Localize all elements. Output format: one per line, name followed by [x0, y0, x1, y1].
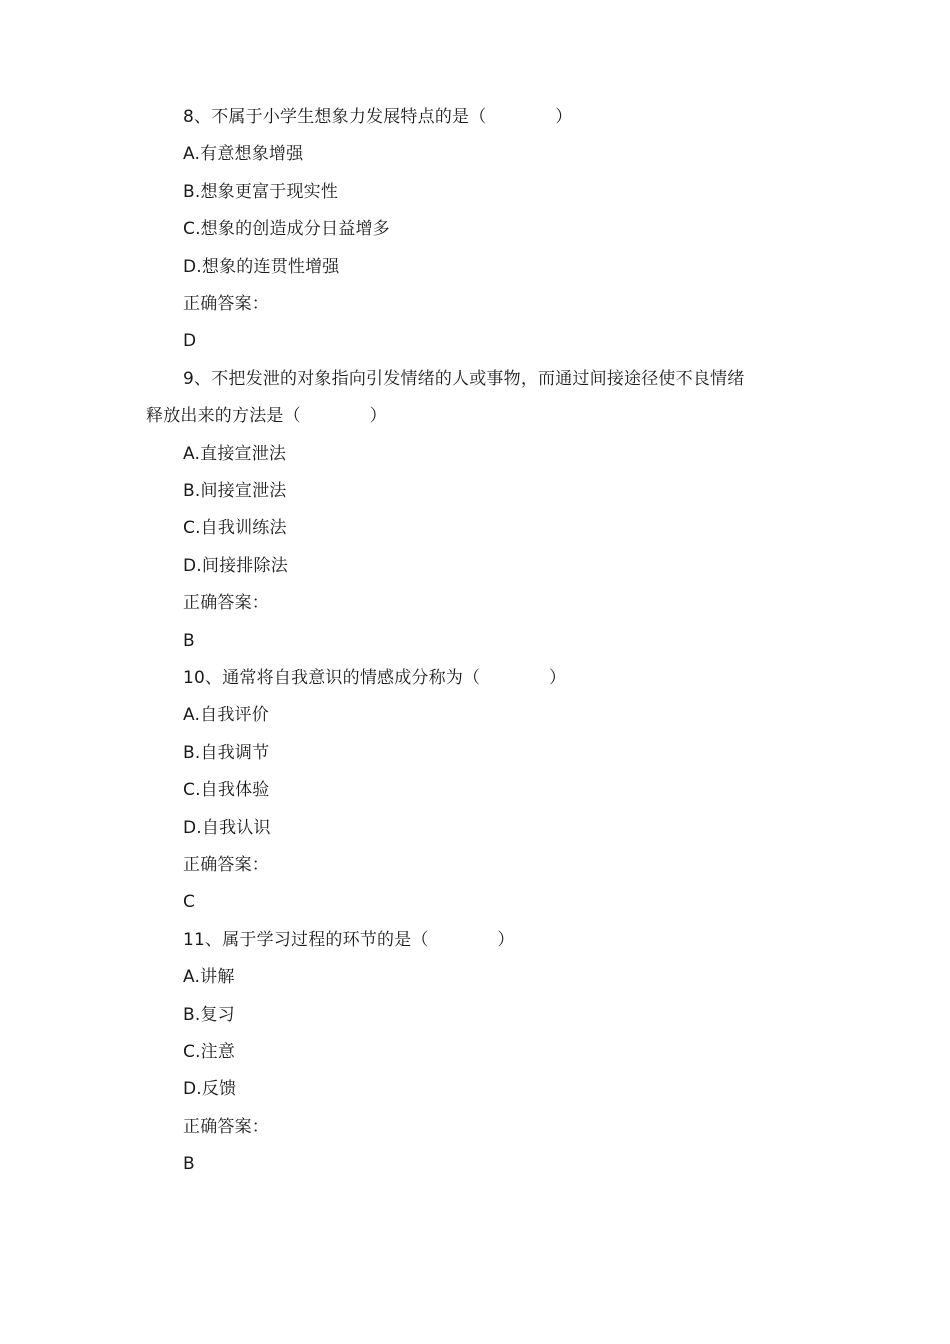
correct-answer-value: D [183, 331, 197, 352]
answer-option: C.注意 [183, 1042, 236, 1062]
correct-answer-label: 正确答案： [183, 593, 269, 614]
answer-option: B.复习 [183, 1004, 235, 1025]
answer-option: B.想象更富于现实性 [183, 181, 339, 202]
answer-option: A.自我评价 [183, 705, 269, 726]
answer-option: D.间接排除法 [183, 555, 288, 576]
question-stem: 10、通常将自我意识的情感成分称为（ ） [183, 668, 567, 688]
question-stem: 11、属于学习过程的环节的是（ ） [183, 929, 515, 950]
question-stem-continuation: 释放出来的方法是（ ） [146, 406, 387, 427]
answer-option: A.有意想象增强 [183, 144, 304, 165]
answer-option: D.自我认识 [183, 817, 271, 838]
correct-answer-value: B [183, 1154, 195, 1175]
correct-answer-label: 正确答案： [183, 294, 269, 314]
answer-option: B.自我调节 [183, 742, 270, 763]
correct-answer-value: C [183, 892, 196, 913]
answer-option: C.自我训练法 [183, 518, 287, 539]
correct-answer-value: B [183, 630, 195, 651]
answer-option: C.自我体验 [183, 780, 270, 801]
question-stem: 9、不把发泄的对象指向引发情绪的人或事物，而通过间接途径使不良情绪 [183, 368, 745, 389]
answer-option: D.想象的连贯性增强 [183, 256, 340, 277]
answer-option: A.直接宣泄法 [183, 443, 287, 464]
answer-option: C.想象的创造成分日益增多 [183, 219, 390, 240]
question-stem: 8、不属于小学生想象力发展特点的是（ ） [183, 107, 573, 127]
correct-answer-label: 正确答案： [183, 855, 269, 875]
correct-answer-label: 正确答案： [183, 1116, 269, 1137]
answer-option: B.间接宣泄法 [183, 481, 287, 501]
answer-option: D.反馈 [183, 1079, 237, 1100]
answer-option: A.讲解 [183, 967, 235, 988]
